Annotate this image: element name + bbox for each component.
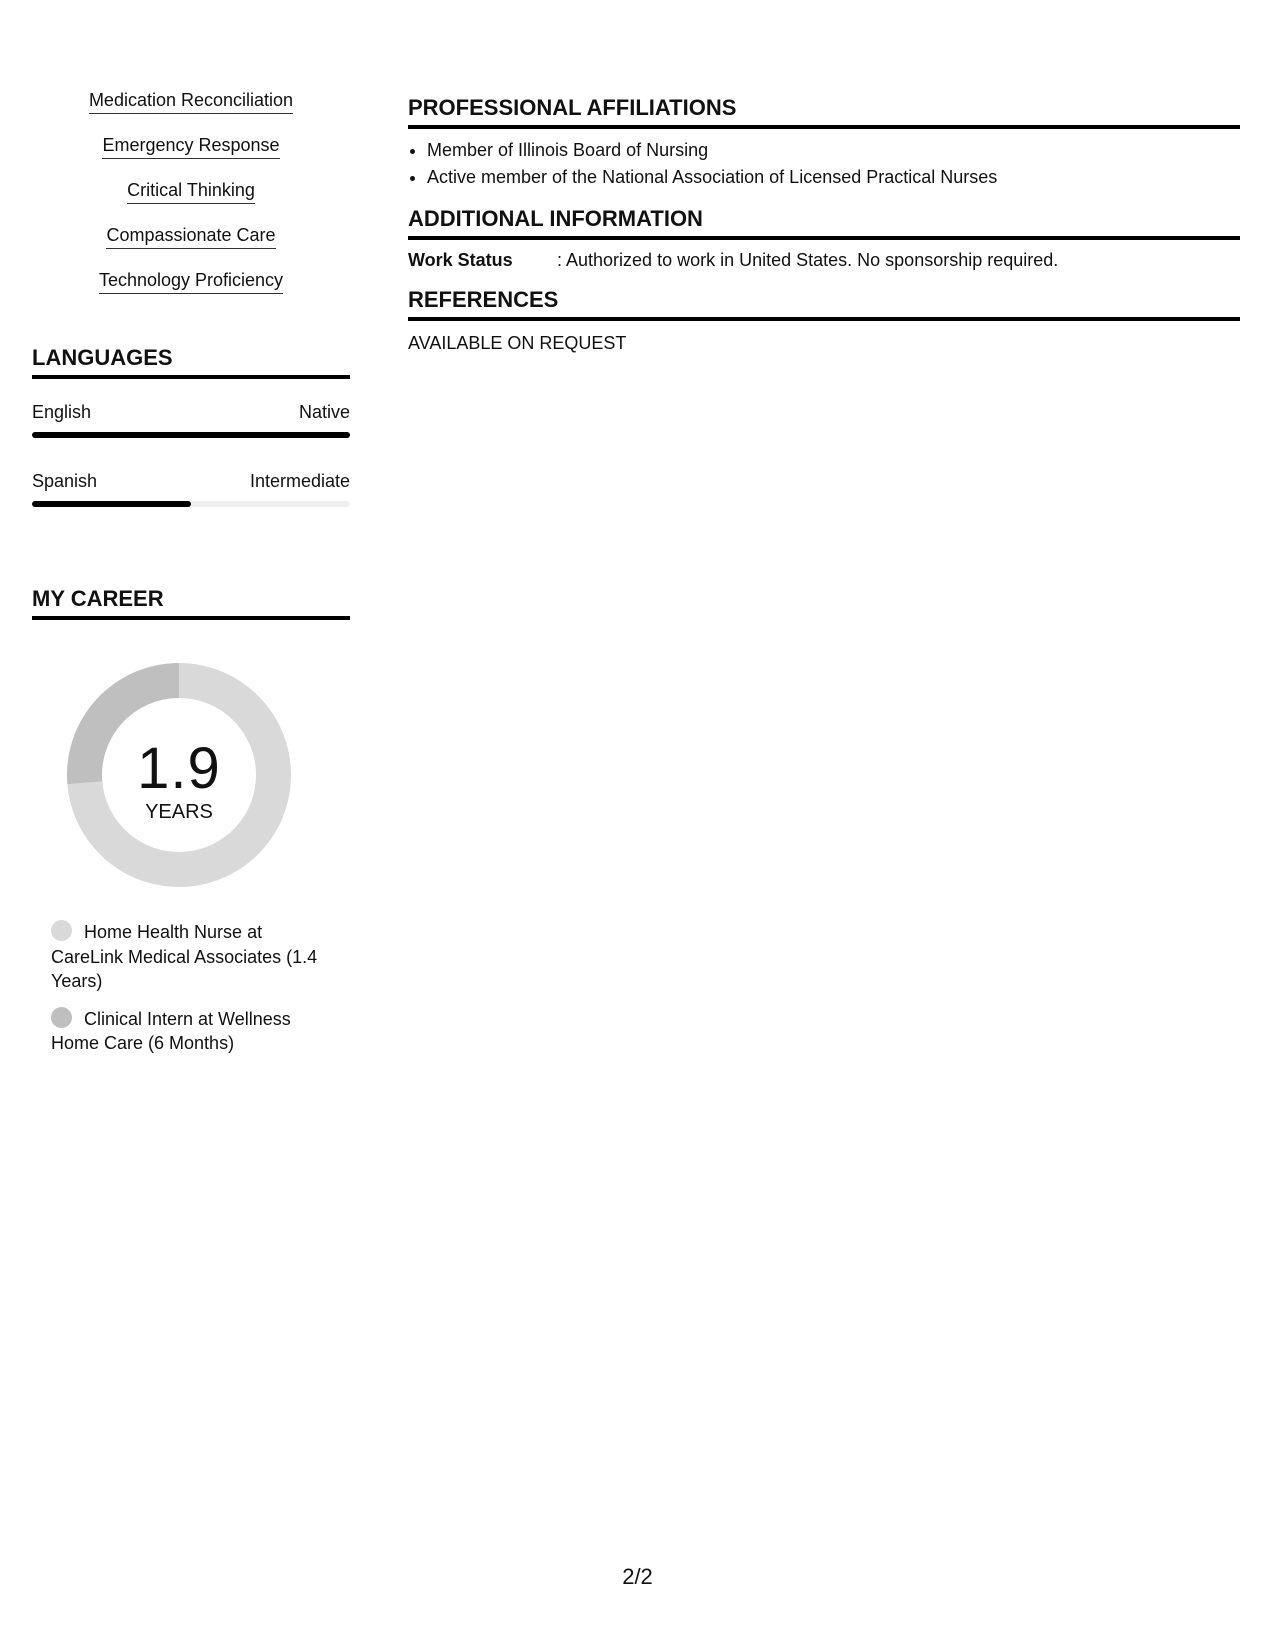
career-total-unit: YEARS: [145, 801, 213, 823]
legend-dot: [51, 920, 72, 941]
affiliations-list: [408, 137, 1240, 191]
list-item: • Member of Illinois Board of Nursing: [427, 137, 1240, 164]
work-status-label: Work Status: [408, 250, 513, 270]
legend-dot: [51, 1007, 72, 1028]
language-level: Intermediate: [249, 471, 350, 491]
skill-item: Medication Reconciliation: [89, 88, 293, 114]
career-total-number: 1.9: [137, 736, 221, 801]
references-section: [408, 286, 1240, 355]
languages-section: [32, 344, 350, 379]
languages-title: LANGUAGES: [32, 344, 350, 379]
affiliations-title: PROFESSIONAL AFFILIATIONS: [408, 94, 1240, 129]
legend-item: [51, 920, 321, 994]
language-english: [32, 400, 350, 438]
skill-item: Compassionate Care: [106, 223, 275, 249]
language-name: Spanish: [32, 471, 98, 491]
legend-label: Home Health Nurse at CareLink Medical Associates (1.4 Years): [51, 922, 318, 991]
language-level: Native: [298, 402, 350, 422]
legend-item: [51, 1007, 321, 1056]
skill-item: Technology Proficiency: [99, 268, 283, 294]
work-status-value: : Authorized to work in United States. No sponsorship required.: [557, 250, 1059, 270]
additional-info-section: [408, 205, 1240, 272]
affiliations-section: [408, 94, 1240, 191]
language-bar-fill: [32, 501, 191, 507]
skill-item: Emergency Response: [102, 133, 279, 159]
references-text: AVAILABLE ON REQUEST: [408, 333, 627, 353]
language-spanish: [32, 469, 350, 507]
work-status-row: [408, 248, 1240, 272]
additional-info-title: ADDITIONAL INFORMATION: [408, 205, 1240, 240]
skills-list: [32, 88, 350, 313]
language-bar: [32, 501, 350, 507]
language-bar-fill: [32, 432, 350, 438]
list-item: • Active member of the National Association of Licensed Practical Nurses: [427, 164, 1240, 191]
career-legend: [51, 920, 321, 1069]
career-title: MY CAREER: [32, 585, 350, 620]
language-bar: [32, 432, 350, 438]
career-total: [66, 738, 292, 824]
career-section: [32, 585, 350, 620]
page-number: 2/2: [622, 1564, 653, 1589]
legend-label: Clinical Intern at Wellness Home Care (6 Months): [51, 1008, 291, 1053]
references-title: REFERENCES: [408, 286, 1240, 321]
language-name: English: [32, 402, 92, 422]
skill-item: Critical Thinking: [127, 178, 255, 204]
